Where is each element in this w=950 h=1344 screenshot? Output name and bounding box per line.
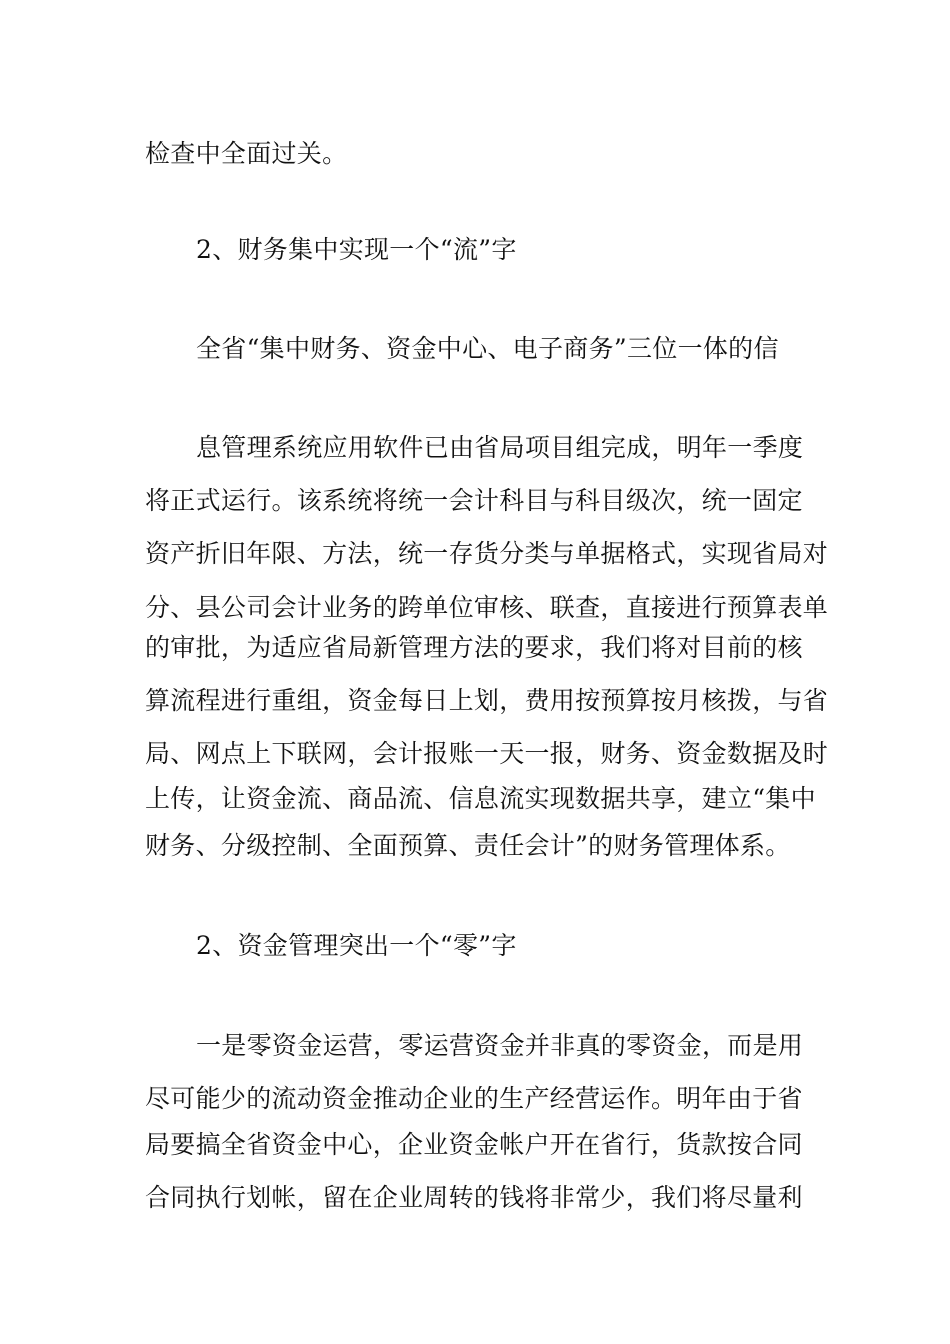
- paragraph-line: 资产折旧年限、方法，统一存货分类与单据格式，实现省局对: [145, 539, 829, 568]
- paragraph-line: 将正式运行。该系统将统一会计科目与科目级次，统一固定: [145, 486, 803, 515]
- paragraph-line: 算流程进行重组，资金每日上划，费用按预算按月核拨，与省: [145, 686, 829, 715]
- paragraph-line: 财务、分级控制、全面预算、责任会计”的财务管理体系。: [145, 831, 791, 860]
- paragraph-line: 合同执行划帐，留在企业周转的钱将非常少，我们将尽量利: [145, 1183, 803, 1212]
- paragraph-line: 上传，让资金流、商品流、信息流实现数据共享，建立“集中: [145, 784, 816, 813]
- section-heading: 2、财务集中实现一个“流”字: [196, 235, 517, 264]
- paragraph-line: 全省“集中财务、资金中心、电子商务”三位一体的信: [196, 334, 779, 363]
- paragraph-line: 局、网点上下联网，会计报账一天一报，财务、资金数据及时: [145, 739, 829, 768]
- paragraph-line: 一是零资金运营，零运营资金并非真的零资金，而是用: [196, 1031, 804, 1060]
- paragraph-line: 检查中全面过关。: [145, 139, 348, 168]
- paragraph-line: 局要搞全省资金中心，企业资金帐户开在省行，货款按合同: [145, 1130, 803, 1159]
- paragraph-line: 分、县公司会计业务的跨单位审核、联查，直接进行预算表单: [145, 593, 829, 622]
- paragraph-line: 的审批，为适应省局新管理方法的要求，我们将对目前的核: [145, 633, 803, 662]
- section-heading: 2、资金管理突出一个“零”字: [196, 931, 517, 960]
- paragraph-line: 尽可能少的流动资金推动企业的生产经营运作。明年由于省: [145, 1084, 803, 1113]
- paragraph-line: 息管理系统应用软件已由省局项目组完成，明年一季度: [196, 433, 804, 462]
